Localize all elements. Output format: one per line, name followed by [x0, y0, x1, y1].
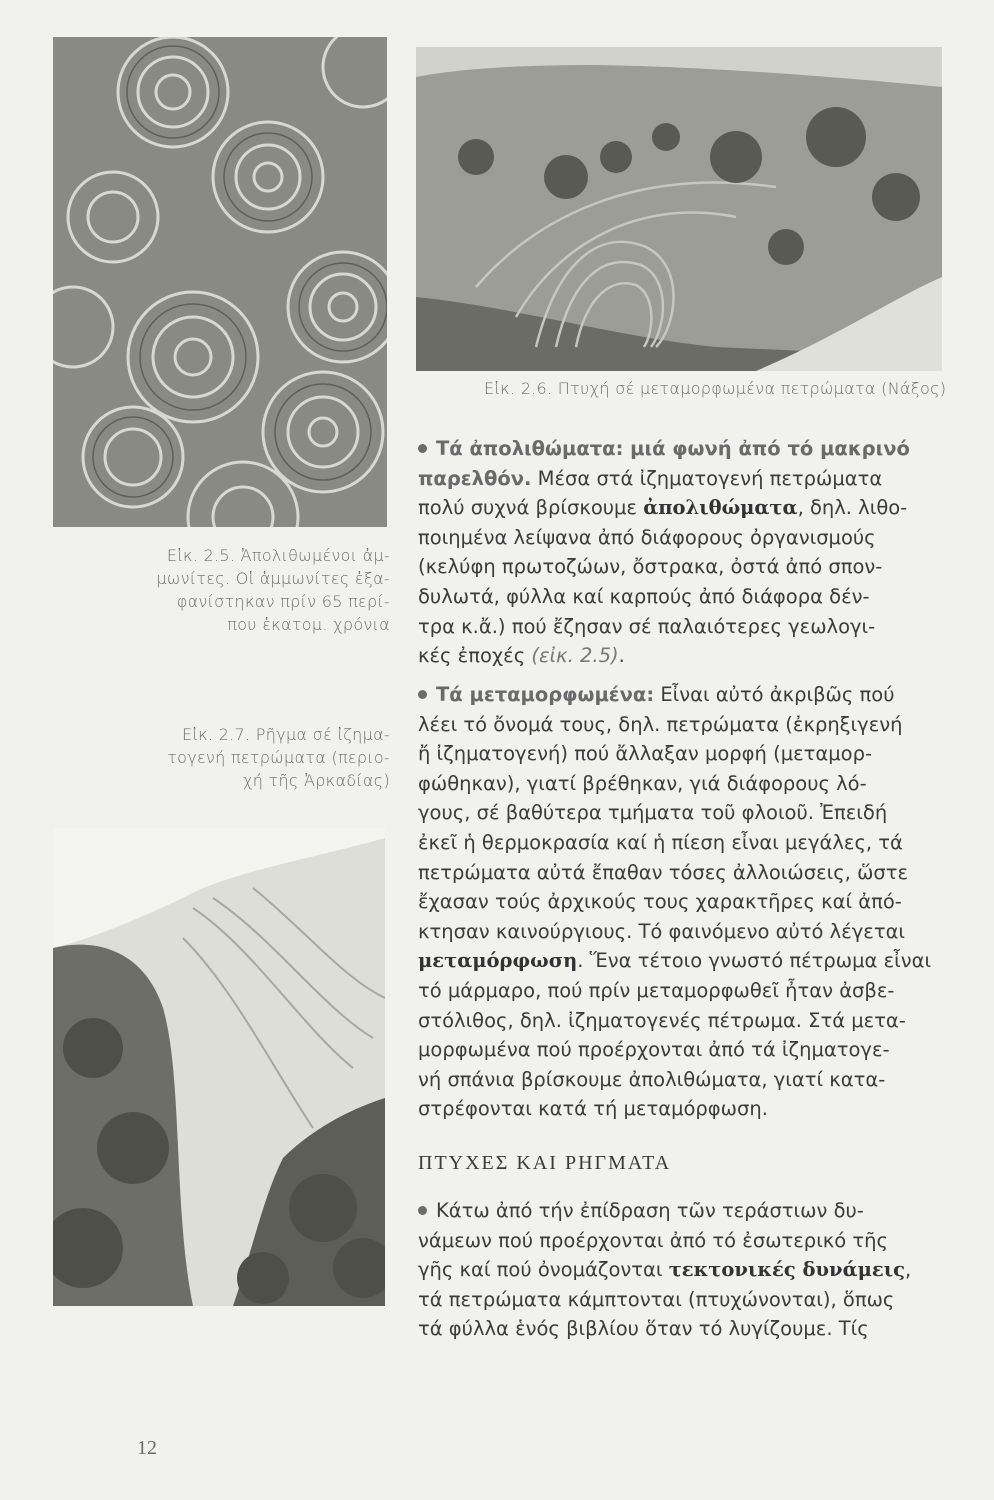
text-line: (κελύφη πρωτοζώων, ὄστρακα, ὀστά ἀπό σπον- — [418, 555, 883, 579]
section-heading: ΠΤΥΧΕΣ ΚΑΙ ΡΗΓΜΑΤΑ — [418, 1152, 672, 1174]
text-line: τό μάρμαρο, πού πρίν μεταμορφωθεῖ ἦταν ἀσβε- — [418, 978, 895, 1002]
text-line: λέει τό ὄνομά τους, δηλ. πετρώματα (ἐκρηξιγενή — [418, 712, 903, 736]
caption-fig-2-6-text: Εἰκ. 2.6. Πτυχή σέ μεταμορφωμένα πετρώματα (Νάξος) — [484, 379, 947, 398]
caption-fig-2-6 — [484, 377, 946, 400]
text-line: νάμεων πού προέρχονται ἀπό τό ἐσωτερικό τῆς — [418, 1228, 888, 1252]
text-line: γους, σέ βαθύτερα τμήματα τοῦ φλοιοῦ. Ἐπειδή — [418, 801, 888, 825]
text-line: ἐκεῖ ἡ θερμοκρασία καί ἡ πίεση εἶναι μεγάλες, τά — [418, 830, 903, 854]
caption-line: Εἰκ. 2.7. Ρῆγμα σέ ἰζημα- — [181, 725, 390, 744]
figure-reference: (εἰκ. 2.5) — [531, 644, 619, 668]
caption-line: που ἑκατομ. χρόνια — [227, 615, 390, 634]
term-tectonic-forces: τεκτονικές δυνάμεις — [668, 1258, 906, 1282]
text-run: , δηλ. λιθο- — [797, 496, 908, 520]
bullet-icon — [418, 444, 427, 453]
term-metamorphosis: μεταμόρφωση — [418, 949, 578, 973]
text-run: . Ἕνα τέτοιο γνωστό πέτρωμα εἶναι — [577, 949, 932, 973]
text-line: τρα κ.ἄ.) πού ἔζησαν σέ παλαιότερες γεωλογι- — [418, 614, 876, 638]
caption-line: τογενή πετρώματα (περιο- — [167, 748, 390, 767]
section-lead: Τά ἀπολιθώματα: μιά φωνή ἀπό τό μακρινό — [436, 437, 910, 460]
section-lead-cont: παρελθόν. — [418, 466, 532, 490]
text-line: τά πετρώματα κάμπτονται (πτυχώνονται), ὅπως — [418, 1287, 895, 1311]
caption-fig-2-7 — [50, 723, 390, 792]
text-line: στόλιθος, δηλ. ἰζηματογενές πέτρωμα. Στά μετα- — [418, 1008, 906, 1032]
folds-paragraph — [418, 1196, 938, 1344]
text-run: πολύ συχνά βρίσκουμε — [418, 496, 644, 520]
caption-line: χή τῆς Ἀρκαδίας) — [242, 771, 390, 790]
ammonites-photo — [53, 37, 387, 527]
caption-line: Εἰκ. 2.5. Ἀπολιθωμένοι ἀμ- — [166, 546, 390, 565]
caption-line: μωνίτες. Οἱ ἀμμωνίτες ἐξα- — [156, 569, 390, 588]
term-fossils: ἀπολιθώματα — [643, 496, 798, 520]
fossils-paragraph — [418, 434, 938, 671]
text-line: πετρώματα αὐτά ἔπαθαν τόσες ἀλλοιώσεις, ὥστε — [418, 860, 909, 884]
text-line: ἔχασαν τούς ἀρχικούς τους χαρακτῆρες καί ἀπό- — [418, 890, 902, 914]
text-line: μορφωμένα πού προέρχονται ἀπό τά ἰζηματογε- — [418, 1038, 890, 1062]
bullet-icon — [418, 1206, 427, 1215]
metamorphic-paragraph — [418, 680, 938, 1124]
caption-line: φανίστηκαν πρίν 65 περί- — [176, 592, 390, 611]
text-line: δυλωτά, φύλλα καί καρπούς ἀπό διάφορα δέν- — [418, 584, 870, 608]
fold-photo — [416, 47, 942, 371]
page-number: 12 — [137, 1437, 157, 1459]
text-line: ἤ ἰζηματογενή) πού ἄλλαξαν μορφή (μεταμορ- — [418, 742, 872, 766]
text-line: κτησαν καινούργιους. Τό φαινόμενο αὐτό λέγεται — [418, 919, 906, 943]
text-run: , — [905, 1258, 912, 1282]
text-run: Κάτω ἀπό τήν ἐπίδραση τῶν τεράστιων δυ- — [436, 1199, 864, 1222]
ammonites-illustration — [53, 37, 387, 527]
text-run: γῆς καί πού ὀνομάζονται — [418, 1258, 669, 1282]
caption-fig-2-5 — [50, 544, 390, 636]
text-run: . — [618, 644, 625, 668]
section-lead: Τά μεταμορφωμένα: — [436, 683, 655, 706]
text-line: τά φύλλα ἑνός βιβλίου ὅταν τό λυγίζουμε. Τίς — [418, 1317, 869, 1341]
text-line: στρέφονται κατά τή μεταμόρφωση. — [418, 1097, 768, 1121]
text-line: ποιημένα λείψανα ἀπό διάφορους ὀργανισμούς — [418, 525, 876, 549]
text-run: κές ἐποχές — [418, 644, 532, 668]
fold-illustration — [416, 47, 942, 371]
text-line: νή σπάνια βρίσκουμε ἀπολιθώματα, γιατί κατα- — [418, 1067, 886, 1091]
text-run: Εἶναι αὐτό ἀκριβῶς πού — [654, 683, 895, 706]
fault-photo — [53, 828, 385, 1306]
fault-illustration — [53, 828, 385, 1306]
text-line: φώθηκαν), γιατί βρέθηκαν, γιά διάφορους λό- — [418, 771, 867, 795]
text-run: Μέσα στά ἰζηματογενή πετρώματα — [531, 466, 883, 490]
bullet-icon — [418, 690, 427, 699]
